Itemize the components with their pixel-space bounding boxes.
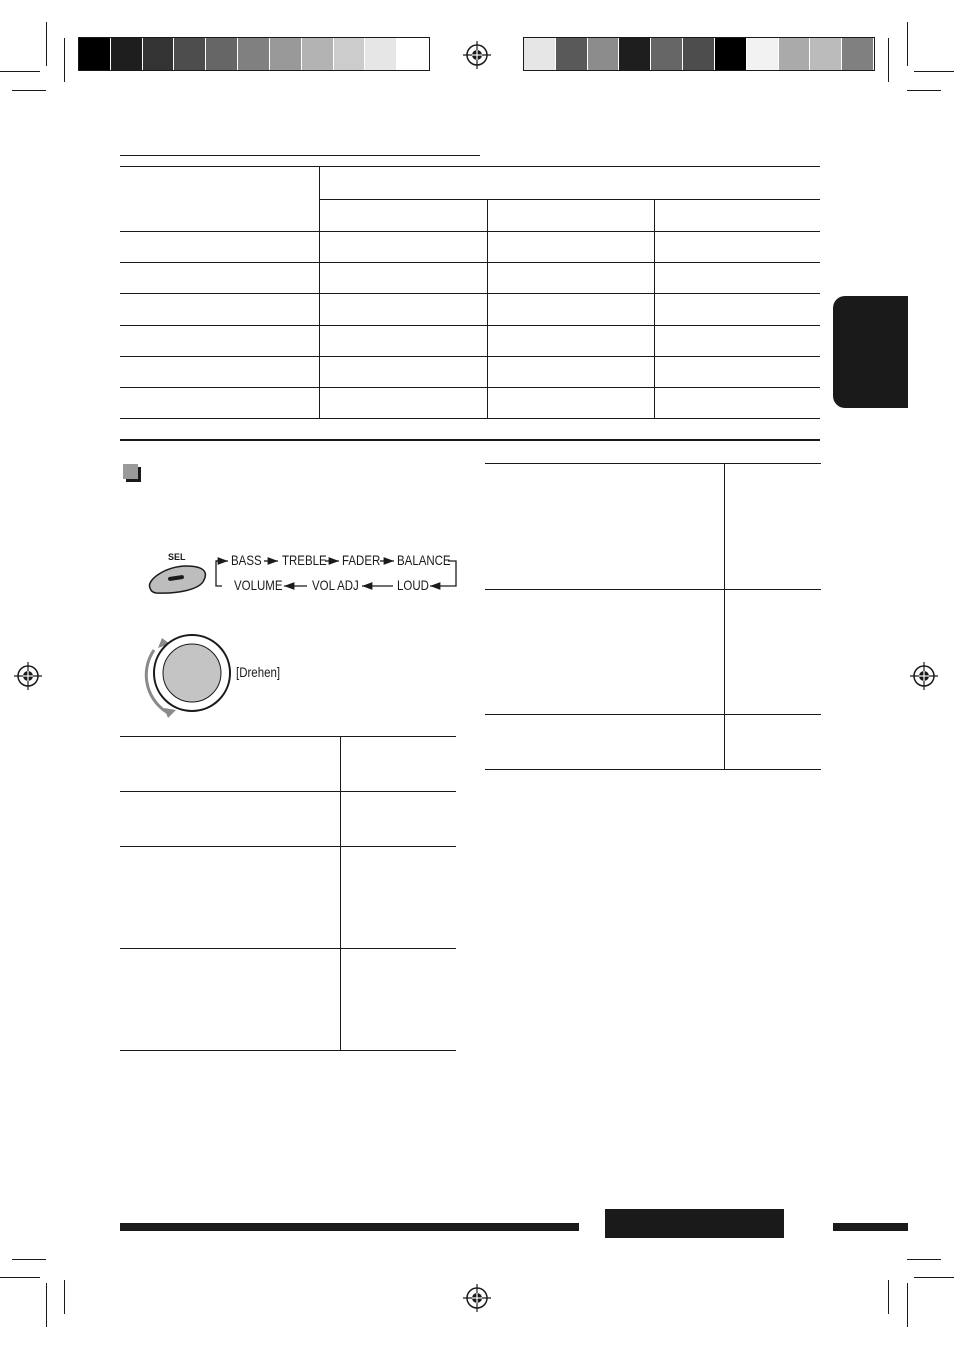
footer-rule [120,1223,579,1231]
color-swatch [810,38,842,70]
color-swatch [747,38,779,70]
color-swatch [174,38,206,70]
registration-mark-right-icon [910,662,938,690]
color-swatch [683,38,715,70]
color-swatch [302,38,334,70]
color-swatch [779,38,811,70]
color-swatch [238,38,270,70]
registration-mark-left-icon [14,662,42,690]
sel-button-icon [146,562,208,596]
footer-rule-right [833,1223,908,1231]
color-swatch [619,38,651,70]
sequence-item-loud: LOUD [397,577,429,593]
color-swatch [651,38,683,70]
color-swatch [270,38,302,70]
language-tab [833,296,908,408]
sequence-item-volume: VOLUME [234,577,283,593]
color-swatch [206,38,238,70]
registration-mark-top-icon [463,41,491,69]
color-swatch [556,38,588,70]
color-calibration-bar-left [78,37,430,71]
color-calibration-bar-right [523,37,875,71]
sel-label: SEL [168,552,186,562]
registration-mark-bottom-icon [463,1284,491,1312]
color-swatch [334,38,366,70]
color-swatch [715,38,747,70]
color-swatch [79,38,111,70]
sequence-item-bass: BASS [231,552,262,568]
page-number-box [605,1209,784,1238]
sequence-item-vol-adj: VOL ADJ [312,577,359,593]
color-swatch [588,38,620,70]
color-swatch [397,38,429,70]
color-swatch [111,38,143,70]
sequence-item-treble: TREBLE [282,552,327,568]
section-heading-square [123,464,138,479]
color-swatch [842,38,874,70]
dial-label: [Drehen] [236,664,281,680]
color-swatch [524,38,556,70]
control-dial-icon [140,626,240,722]
sequence-item-fader: FADER [342,552,381,568]
color-swatch [365,38,397,70]
color-swatch [143,38,175,70]
sequence-item-balance: BALANCE [397,552,451,568]
